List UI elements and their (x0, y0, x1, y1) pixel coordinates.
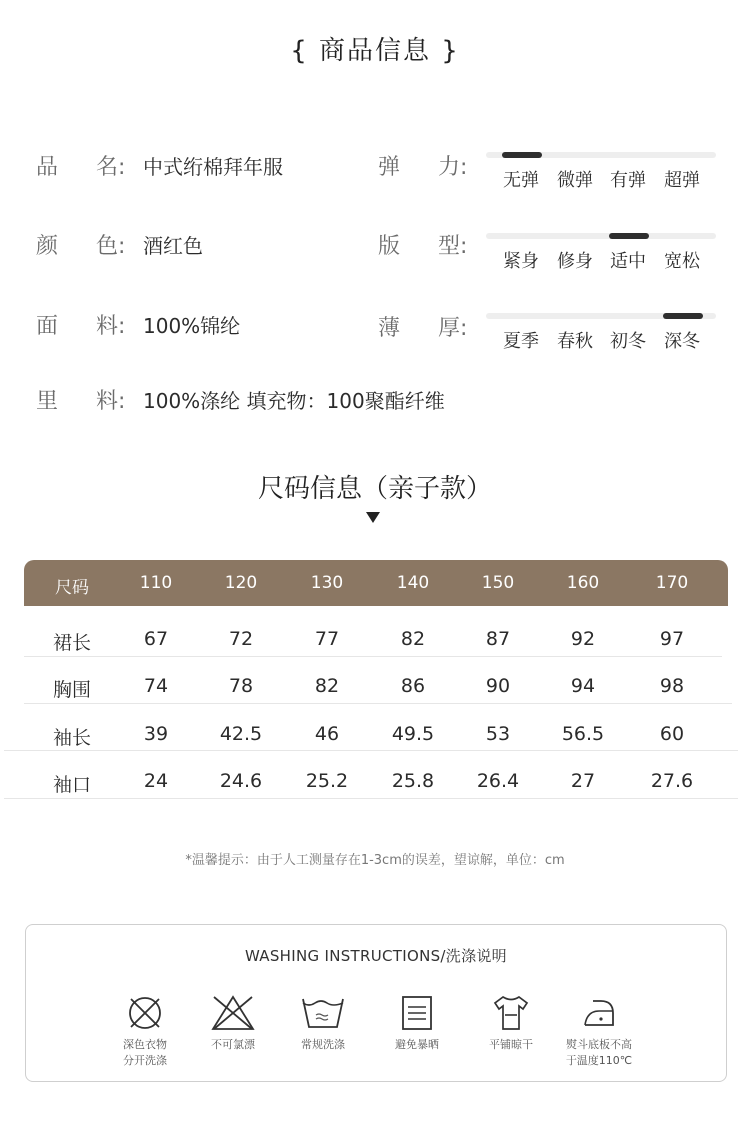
table-cell: 87 (485, 628, 511, 650)
info-value-name: 中式绗棉拜年服 (143, 155, 283, 179)
scale-option: 深冬 (664, 331, 700, 352)
wash-label: 不可氯漂 (211, 1038, 255, 1051)
table-cell: 72 (228, 628, 254, 650)
table-cell: 42.5 (219, 723, 263, 745)
size-table-header-cell: 170 (655, 573, 689, 593)
table-cell-label: 裙长 (52, 632, 91, 654)
scale-option: 有弹 (610, 170, 646, 191)
scale-option: 微弹 (557, 170, 593, 191)
wash-item (100, 993, 190, 1069)
table-cell: 27.6 (650, 770, 694, 792)
table-cell: 94 (570, 675, 596, 697)
row-divider (24, 656, 722, 657)
table-cell: 25.8 (391, 770, 435, 792)
size-info-title: 尺码信息（亲子款） (257, 474, 492, 504)
wash-item (466, 993, 556, 1053)
table-cell: 60 (659, 723, 685, 745)
table-cell: 46 (314, 723, 340, 745)
table-cell: 26.4 (476, 770, 520, 792)
scale-option: 春秋 (557, 331, 593, 352)
scale-option: 紧身 (503, 251, 539, 272)
scale-indicator (609, 233, 649, 239)
size-table-header-cell: 110 (139, 573, 173, 593)
wash-label: 避免暴晒 (395, 1038, 439, 1051)
scale-option: 夏季 (503, 331, 539, 352)
scale-option: 初冬 (610, 331, 646, 352)
table-cell: 82 (400, 628, 426, 650)
scale-track (486, 233, 716, 239)
avoid-sun-icon (372, 993, 462, 1033)
table-cell: 90 (485, 675, 511, 697)
table-cell: 67 (143, 628, 169, 650)
info-key-name: 品 名: (36, 155, 126, 180)
size-table-header-cell: 120 (224, 573, 258, 593)
scale-option: 修身 (557, 251, 593, 272)
no-bleach-icon (188, 993, 278, 1033)
table-cell: 49.5 (391, 723, 435, 745)
row-divider (4, 798, 738, 799)
info-value-color: 酒红色 (143, 234, 203, 258)
info-key-lining: 里 料: (36, 389, 126, 414)
size-table-header-cell: 130 (310, 573, 344, 593)
size-table-header (24, 560, 728, 606)
table-cell-label: 袖口 (52, 774, 91, 796)
scale-indicator (502, 152, 542, 158)
info-key-color: 颜 色: (36, 234, 126, 259)
wash-label: 熨斗底板不高 于温度110℃ (565, 1038, 633, 1067)
table-cell: 56.5 (561, 723, 605, 745)
wash-item (188, 993, 278, 1053)
scale-key-fit: 版 型: (378, 234, 468, 259)
separate-wash-icon (100, 993, 190, 1033)
row-divider (4, 750, 738, 751)
table-cell: 86 (400, 675, 426, 697)
size-table-header-cell: 140 (396, 573, 430, 593)
table-cell: 39 (143, 723, 169, 745)
washing-title: WASHING INSTRUCTIONS/洗涤说明 (244, 947, 507, 965)
table-cell: 77 (314, 628, 340, 650)
info-value-fabric: 100%锦纶 (143, 314, 241, 338)
flat-dry-icon (466, 993, 556, 1033)
table-cell: 92 (570, 628, 596, 650)
info-value-lining: 100%涤纶 填充物：100聚酯纤维 (143, 389, 445, 413)
size-table-header-cell: 尺码 (55, 578, 89, 598)
scale-option: 宽松 (664, 251, 700, 272)
table-cell: 98 (659, 675, 685, 697)
table-cell: 53 (485, 723, 511, 745)
table-cell: 27 (570, 770, 596, 792)
table-cell: 24 (143, 770, 169, 792)
wash-item (278, 993, 368, 1053)
iron-icon (554, 993, 644, 1033)
down-arrow-icon (366, 512, 380, 523)
table-cell: 25.2 (305, 770, 349, 792)
measurement-note: *温馨提示：由于人工测量存在1-3cm的误差，望谅解，单位：cm (185, 853, 565, 868)
size-table-header-cell: 150 (481, 573, 515, 593)
scale-option: 适中 (610, 251, 646, 272)
wash-label: 常规洗涤 (301, 1038, 345, 1051)
scale-indicator (663, 313, 703, 319)
table-cell: 78 (228, 675, 254, 697)
scale-key-thickness: 薄 厚: (378, 316, 468, 341)
scale-option: 无弹 (503, 170, 539, 191)
product-info-title: { 商品信息 } (290, 36, 460, 66)
info-key-fabric: 面 料: (36, 314, 126, 339)
table-cell: 24.6 (219, 770, 263, 792)
wash-item (554, 993, 644, 1069)
scale-option: 超弹 (664, 170, 700, 191)
table-cell-label: 胸围 (52, 679, 91, 701)
table-cell: 74 (143, 675, 169, 697)
size-table-header-cell: 160 (566, 573, 600, 593)
table-cell: 82 (314, 675, 340, 697)
normal-wash-icon (278, 993, 368, 1033)
wash-label: 平铺晾干 (489, 1038, 533, 1051)
row-divider (24, 703, 732, 704)
table-cell: 97 (659, 628, 685, 650)
wash-item (372, 993, 462, 1053)
scale-key-elasticity: 弹 力: (378, 155, 468, 180)
table-cell-label: 袖长 (52, 727, 91, 749)
washing-instructions-box (25, 924, 727, 1082)
wash-label: 深色衣物 分开洗涤 (123, 1038, 167, 1067)
